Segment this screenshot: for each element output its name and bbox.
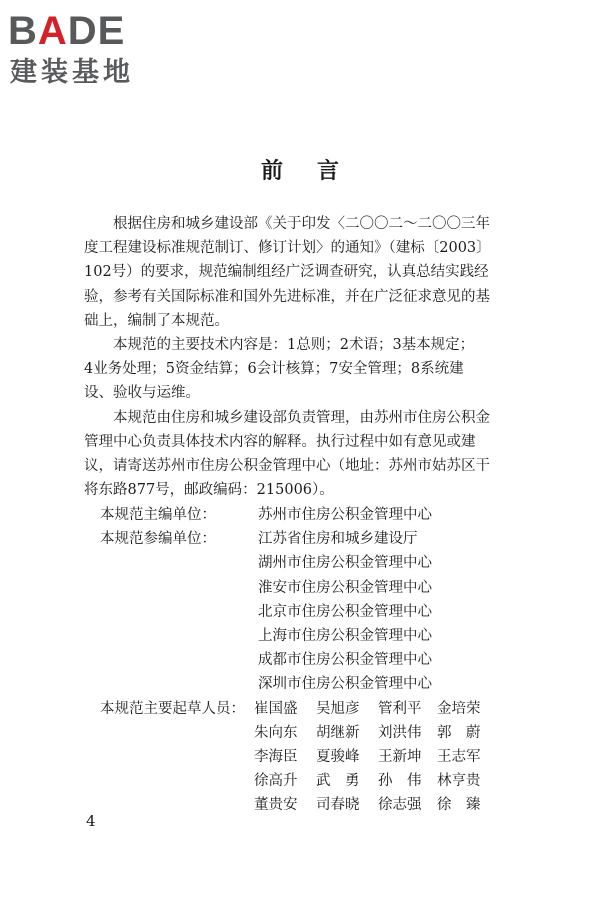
chief-unit-row (84, 503, 504, 527)
drafter-name: 王新坤 (378, 748, 422, 765)
participant-unit-row (84, 624, 504, 648)
text-line: 础上，编制了本规范。 (84, 312, 229, 329)
text-line: 4业务处理；5资金结算；6会计核算；7安全管理；8系统建 (84, 361, 464, 378)
participant-unit-name: 深圳市住房公积金管理中心 (258, 676, 432, 693)
paragraph-2 (84, 333, 500, 406)
page-title: 前言 (260, 158, 373, 184)
drafter-name: 朱向东 (254, 724, 298, 741)
logo-wordmark: BADE (8, 9, 126, 53)
chief-unit-label: 本规范主编单位： (100, 507, 216, 523)
drafter-name: 董贵安 (254, 797, 298, 814)
paragraph-3 (84, 406, 500, 503)
drafter-name: 孙 伟 (378, 773, 422, 790)
logo-subtitle: 建装基地 (10, 57, 134, 88)
text-line: 验，参考有关国际标准和国外先进标准，并在广泛征求意见的基 (84, 288, 490, 305)
text-line: 102号）的要求，规范编制组经广泛调查研究，认真总结实践经 (84, 264, 489, 281)
participant-unit-name: 上海市住房公积金管理中心 (258, 627, 432, 644)
page-number: 4 (86, 812, 96, 830)
participant-unit-name: 湖州市住房公积金管理中心 (258, 555, 432, 572)
participant-unit-row (84, 527, 504, 551)
drafter-name: 李海臣 (254, 748, 298, 765)
drafter-name: 林亨贵 (437, 773, 481, 790)
text-line: 管理中心负责具体技术内容的解释。执行过程中如有意见或建 (84, 433, 476, 450)
drafter-name: 金培荣 (437, 700, 481, 717)
drafter-name: 崔国盛 (254, 700, 298, 717)
participant-unit-name: 江苏省住房和城乡建设厅 (258, 531, 418, 548)
text-line: 将东路877号，邮政编码：215006）。 (84, 482, 334, 499)
document-body (84, 212, 500, 814)
bade-logo (8, 6, 178, 96)
text-line: 议，请寄送苏州市住房公积金管理中心（地址：苏州市姑苏区干 (84, 458, 490, 475)
participant-unit-row (84, 551, 504, 575)
drafter-name: 司春晓 (316, 797, 360, 814)
participant-unit-row (84, 600, 504, 624)
drafter-name: 郭 蔚 (437, 724, 481, 741)
credits-block (84, 503, 504, 814)
text-line: 度工程建设标准规范制订、修订计划〉的通知》（建标〔2003〕 (84, 240, 491, 257)
drafter-name: 刘洪伟 (378, 724, 422, 741)
drafter-name: 徐 臻 (437, 797, 481, 814)
text-line: 本规范由住房和城乡建设部负责管理，由苏州市住房公积金 (113, 409, 490, 426)
paragraph-1 (84, 212, 500, 333)
drafter-name: 王志军 (437, 748, 481, 765)
drafters-row (84, 697, 504, 814)
participant-unit-row (84, 672, 504, 696)
text-line: 本规范的主要技术内容是：1总则；2术语；3基本规定； (113, 337, 475, 354)
drafters-label: 本规范主要起草人员： (100, 700, 245, 717)
participant-unit-row (84, 576, 504, 600)
participant-unit-name: 淮安市住房公积金管理中心 (258, 579, 432, 596)
participant-unit-name: 成都市住房公积金管理中心 (258, 652, 432, 669)
drafter-name: 胡继新 (316, 724, 360, 741)
drafter-name: 徐高升 (254, 773, 298, 790)
drafter-name: 武 勇 (316, 773, 360, 790)
drafter-name: 管利平 (378, 700, 422, 717)
participant-unit-label: 本规范参编单位： (100, 531, 216, 548)
text-line: 设、验收与运维。 (84, 385, 200, 402)
drafter-name: 吴旭彦 (316, 700, 360, 717)
participant-unit-name: 北京市住房公积金管理中心 (258, 603, 432, 620)
participant-unit-row (84, 648, 504, 672)
drafter-name: 徐志强 (378, 797, 422, 814)
text-line: 根据住房和城乡建设部《关于印发〈二〇〇二～二〇〇三年 (113, 216, 490, 232)
chief-unit-name: 苏州市住房公积金管理中心 (258, 507, 432, 523)
drafter-name: 夏骏峰 (316, 748, 360, 765)
